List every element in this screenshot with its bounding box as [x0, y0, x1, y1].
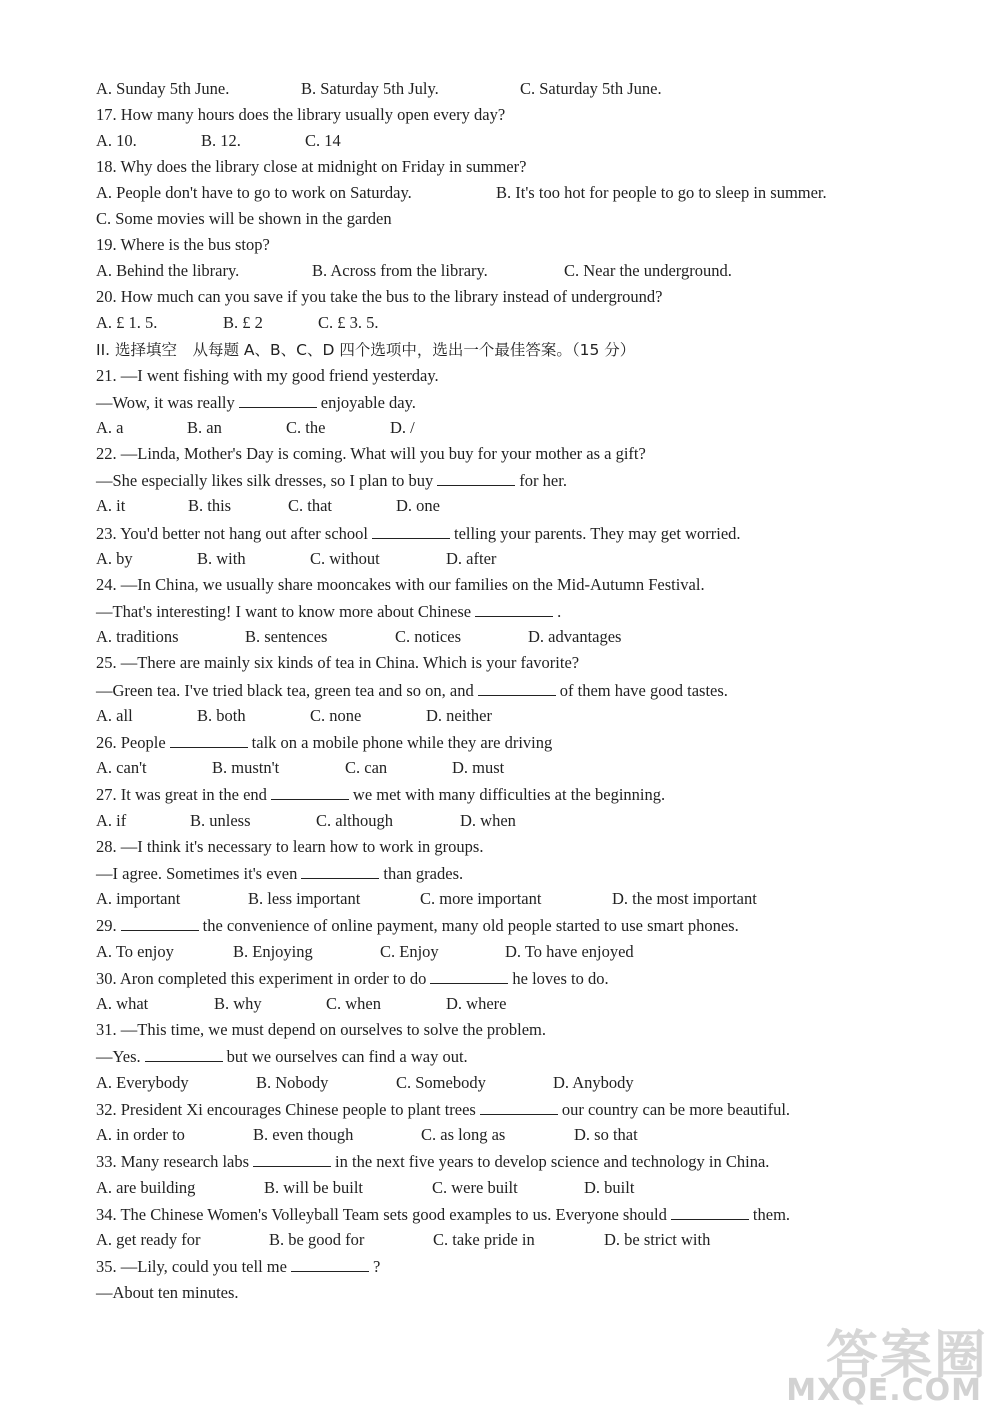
option-b: B. less important: [248, 889, 361, 908]
option-a: A. Behind the library.: [96, 261, 240, 280]
options-q33: [96, 1175, 896, 1201]
watermark-top-text: 答案圈: [825, 1326, 988, 1386]
option-d: D. the most important: [612, 889, 757, 908]
option-c: C. can: [345, 758, 388, 777]
question-21: 21. —I went fishing with my good friend yesterday.: [96, 366, 439, 385]
question-32: [96, 1096, 790, 1122]
text: —That's interesting! I want to know more about Chinese: [96, 602, 472, 621]
options-q17: [96, 128, 896, 154]
option-b: B. be good for: [269, 1230, 365, 1249]
option-c: C. Enjoy: [380, 942, 439, 961]
question-22-reply: [96, 467, 567, 493]
option-d: D. when: [460, 811, 516, 830]
options-q24: [96, 624, 896, 650]
options-q19: [96, 258, 896, 284]
options-q32: [96, 1122, 896, 1148]
question-29: [96, 912, 739, 938]
question-24-reply: [96, 598, 561, 624]
options-q25: [96, 703, 896, 729]
option-d: D. so that: [574, 1125, 638, 1144]
question-35-reply: —About ten minutes.: [96, 1283, 239, 1302]
option-b: B. Saturday 5th July.: [301, 79, 439, 98]
question-25: 25. —There are mainly six kinds of tea in China. Which is your favorite?: [96, 653, 580, 672]
option-a: A. £ 1. 5.: [96, 313, 158, 332]
question-34: [96, 1201, 790, 1227]
question-31: 31. —This time, we must depend on ourselves to solve the problem.: [96, 1020, 547, 1039]
answer-blank: [291, 1253, 369, 1272]
text: 23. You'd better not hang out after school: [96, 524, 368, 543]
option-a: A. in order to: [96, 1125, 185, 1144]
option-c: C. although: [316, 811, 393, 830]
option-a: A. get ready for: [96, 1230, 201, 1249]
question-25-reply: [96, 677, 728, 703]
option-c: C. Near the underground.: [564, 261, 732, 280]
text: than grades.: [383, 864, 464, 883]
options-q34: [96, 1227, 896, 1253]
option-d: D. advantages: [528, 627, 622, 646]
text: —Green tea. I've tried black tea, green tea and so on, and: [96, 681, 474, 700]
option-b: B. an: [187, 418, 222, 437]
option-c: C. more important: [420, 889, 542, 908]
text: 34. The Chinese Women's Volleyball Team sets good examples to us. Everyone should: [96, 1205, 667, 1224]
option-a: A. important: [96, 889, 181, 908]
options-q22: [96, 493, 896, 519]
option-c: C. that: [288, 496, 332, 515]
text: the convenience of online payment, many old people started to use smart phones.: [202, 916, 739, 935]
option-a: A. by: [96, 549, 133, 568]
answer-blank: [478, 677, 556, 696]
options-q30: [96, 991, 896, 1017]
option-b: B. £ 2: [223, 313, 263, 332]
option-b: B. both: [197, 706, 246, 725]
text: he loves to do.: [512, 969, 609, 988]
question-22: 22. —Linda, Mother's Day is coming. What will you buy for your mother as a gift?: [96, 444, 646, 463]
option-c: C. were built: [432, 1178, 518, 1197]
text: ?: [372, 1257, 381, 1276]
option-a: A. a: [96, 418, 124, 437]
option-b: B. unless: [190, 811, 251, 830]
text: we met with many difficulties at the beginning.: [352, 785, 666, 804]
option-b: B. with: [197, 549, 246, 568]
watermark-bottom-text: MXQE.COM: [786, 1373, 982, 1408]
text: 26. People: [96, 733, 166, 752]
question-28: 28. —I think it's necessary to learn how to work in groups.: [96, 837, 484, 856]
option-c: C. Somebody: [396, 1073, 486, 1092]
question-26: [96, 729, 552, 755]
option-a: A. it: [96, 496, 126, 515]
option-d: D. /: [390, 418, 415, 437]
text: 35. —Lily, could you tell me: [96, 1257, 287, 1276]
options-q16: [96, 76, 896, 102]
option-c: C. notices: [395, 627, 461, 646]
option-c: C. Saturday 5th June.: [520, 79, 662, 98]
option-c-q18: C. Some movies will be shown in the garden: [96, 209, 392, 228]
options-q23: [96, 546, 896, 572]
option-b: B. Across from the library.: [312, 261, 488, 280]
answer-blank: [437, 467, 515, 486]
options-q27: [96, 808, 896, 834]
option-b: B. 12.: [201, 131, 241, 150]
answer-blank: [170, 729, 248, 748]
text: in the next five years to develop science and technology in China.: [335, 1152, 770, 1171]
text: 30. Aron completed this experiment in order to do: [96, 969, 427, 988]
options-q21: [96, 415, 896, 441]
option-a: A. if: [96, 811, 127, 830]
answer-blank: [301, 860, 379, 879]
option-b: B. this: [188, 496, 232, 515]
option-c: C. 14: [305, 131, 341, 150]
answer-blank: [253, 1148, 331, 1167]
answer-blank: [121, 912, 199, 931]
option-d: D. one: [396, 496, 440, 515]
text: 29.: [96, 916, 117, 935]
option-d: D. built: [584, 1178, 635, 1197]
answer-blank: [271, 781, 349, 800]
text: —I agree. Sometimes it's even: [96, 864, 298, 883]
option-c: C. £ 3. 5.: [318, 313, 379, 332]
text: —Wow, it was really: [96, 393, 235, 412]
section-heading: II. 选择填空 从每题 A、B、C、D 四个选项中，选出一个最佳答案。（15 分）: [96, 341, 636, 359]
question-24: 24. —In China, we usually share mooncakes with our families on the Mid-Autumn Festival.: [96, 575, 705, 594]
answer-blank: [239, 389, 317, 408]
option-b: B. why: [214, 994, 262, 1013]
answer-blank: [475, 598, 553, 617]
option-c: C. none: [310, 706, 362, 725]
text: .: [557, 602, 562, 621]
answer-blank: [480, 1096, 558, 1115]
question-35: [96, 1253, 380, 1279]
question-28-reply: [96, 860, 463, 886]
answer-blank: [430, 965, 508, 984]
question-20: 20. How much can you save if you take the bus to the library instead of underground?: [96, 287, 663, 306]
option-d: D. Anybody: [553, 1073, 634, 1092]
text: talk on a mobile phone while they are driving: [251, 733, 553, 752]
question-18: 18. Why does the library close at midnight on Friday in summer?: [96, 157, 527, 176]
answer-blank: [145, 1043, 223, 1062]
option-d: D. To have enjoyed: [505, 942, 634, 961]
text: —Yes.: [96, 1047, 141, 1066]
option-b: B. sentences: [245, 627, 328, 646]
option-b: B. even though: [253, 1125, 354, 1144]
option-d: D. neither: [426, 706, 492, 725]
text: of them have good tastes.: [559, 681, 728, 700]
text: but we ourselves can find a way out.: [226, 1047, 468, 1066]
option-c: C. when: [326, 994, 381, 1013]
option-a: A. 10.: [96, 131, 137, 150]
text: 33. Many research labs: [96, 1152, 250, 1171]
option-d: D. be strict with: [604, 1230, 711, 1249]
option-d: D. after: [446, 549, 497, 568]
text: —She especially likes silk dresses, so I plan to buy: [96, 471, 434, 490]
text: for her.: [519, 471, 567, 490]
options-q29: [96, 939, 896, 965]
question-33: [96, 1148, 769, 1174]
watermark-logo: [738, 1313, 988, 1408]
options-q26: [96, 755, 896, 781]
option-c: C. take pride in: [433, 1230, 535, 1249]
option-b: B. will be built: [264, 1178, 363, 1197]
question-31-reply: [96, 1043, 468, 1069]
question-27: [96, 781, 665, 807]
option-a: A. Sunday 5th June.: [96, 79, 230, 98]
option-b: B. Enjoying: [233, 942, 313, 961]
option-b: B. It's too hot for people to go to sleep in summer.: [496, 183, 827, 202]
options-q31: [96, 1070, 896, 1096]
option-c: C. as long as: [421, 1125, 506, 1144]
question-23: [96, 520, 741, 546]
text: our country can be more beautiful.: [561, 1100, 791, 1119]
question-19: 19. Where is the bus stop?: [96, 235, 270, 254]
question-30: [96, 965, 609, 991]
option-a: A. People don't have to go to work on Saturday.: [96, 183, 412, 202]
option-b: B. mustn't: [212, 758, 280, 777]
question-21-reply: [96, 389, 416, 415]
option-a: A. traditions: [96, 627, 179, 646]
option-a: A. what: [96, 994, 149, 1013]
option-b: B. Nobody: [256, 1073, 329, 1092]
text: them.: [752, 1205, 791, 1224]
options-q28: [96, 886, 896, 912]
answer-blank: [671, 1201, 749, 1220]
option-a: A. Everybody: [96, 1073, 189, 1092]
text: telling your parents. They may get worried.: [453, 524, 741, 543]
option-d: D. where: [446, 994, 507, 1013]
text: 27. It was great in the end: [96, 785, 267, 804]
options-q18-ab: [96, 180, 976, 206]
text: enjoyable day.: [320, 393, 416, 412]
option-a: A. all: [96, 706, 133, 725]
option-a: A. can't: [96, 758, 147, 777]
option-c: C. the: [286, 418, 326, 437]
options-q20: [96, 310, 896, 336]
option-c: C. without: [310, 549, 380, 568]
answer-blank: [372, 520, 450, 539]
text: 32. President Xi encourages Chinese people to plant trees: [96, 1100, 476, 1119]
option-d: D. must: [452, 758, 505, 777]
option-a: A. To enjoy: [96, 942, 174, 961]
option-a: A. are building: [96, 1178, 196, 1197]
question-17: 17. How many hours does the library usually open every day?: [96, 105, 506, 124]
